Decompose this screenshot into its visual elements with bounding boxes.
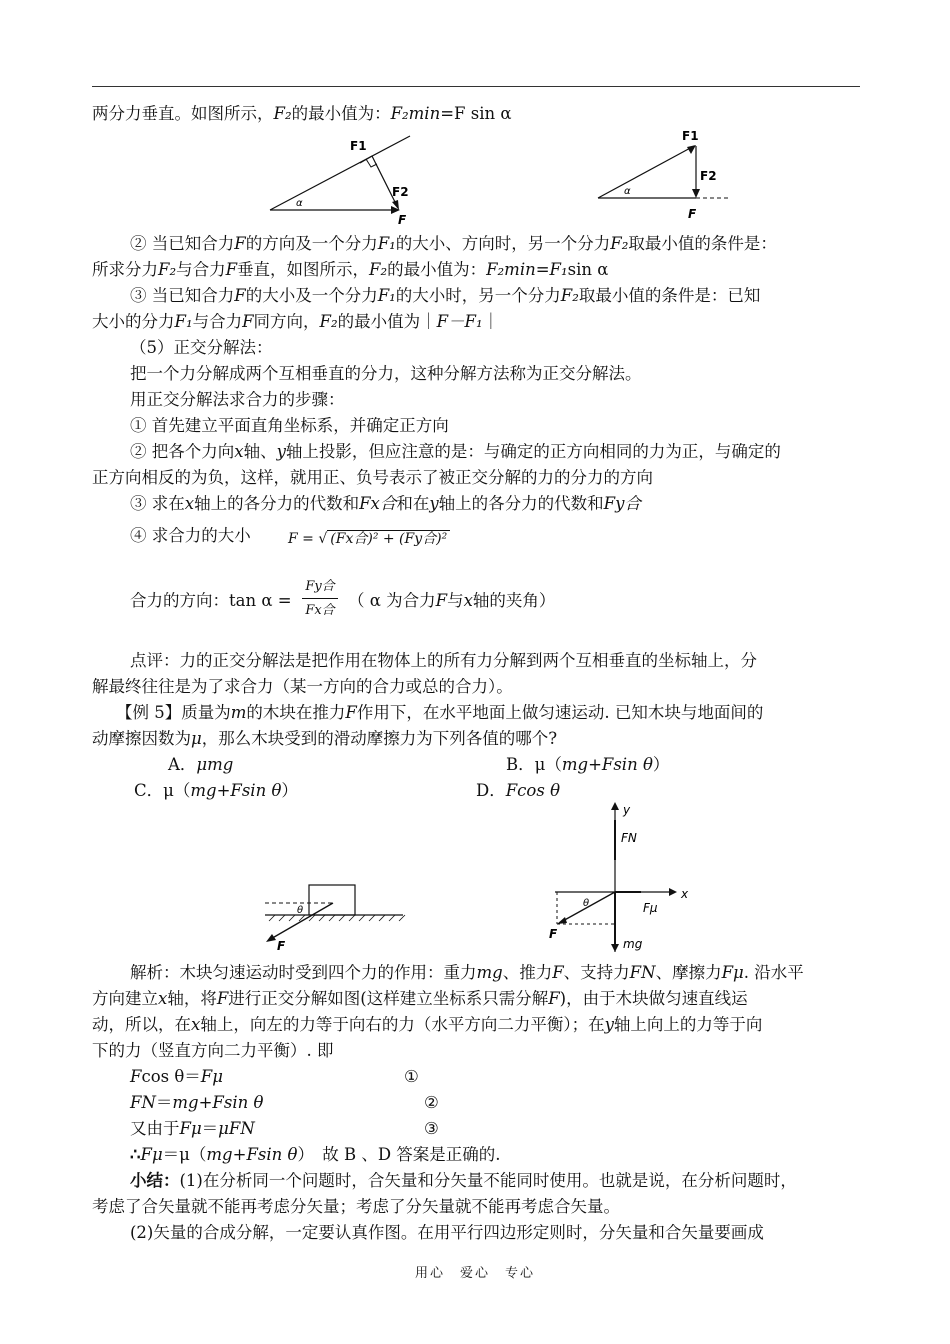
force-diagram-1 — [260, 128, 430, 228]
text-line-6: 把一个力分解成两个互相垂直的分力，这种分解方法称为正交分解法。 — [130, 364, 642, 383]
text-line-2: ② 当已知合力F的方向及一个分力F₁的大小、方向时，另一个分力F₂取最小值的条件是： — [130, 234, 777, 253]
step-1: ① 首先建立平面直角坐标系，并确定正方向 — [130, 416, 449, 435]
label-f1: F1 — [350, 139, 367, 153]
text: 的最小值为： — [291, 104, 391, 123]
f2-arrow — [372, 156, 398, 208]
label-fn: FN — [621, 831, 637, 845]
label-f: F — [688, 207, 697, 221]
text-line-14: 点评：力的正交分解法是把作用在物体上的所有力分解到两个互相垂直的坐标轴上，分 — [130, 651, 757, 670]
header-rule — [92, 86, 860, 87]
step-4: ④ 求合力的大小 — [130, 526, 251, 545]
summary-line-1: 小结：(1)在分析同一个问题时，合矢量和分矢量不能同时使用。也就是说，在分析问题时， — [130, 1171, 797, 1190]
step-2: ② 把各个力向x轴、y轴上投影，但应注意的是：与确定的正方向相同的力为正，与确定的 — [130, 442, 781, 461]
label-alpha: α — [624, 186, 631, 197]
label-x: x — [681, 887, 689, 901]
fraction: Fy合 Fx合 — [302, 576, 338, 623]
block-diagram — [255, 880, 415, 960]
text-line-7: 用正交分解法求合力的步骤： — [130, 390, 345, 409]
f1-arrow — [360, 156, 372, 163]
label-f2: F2 — [700, 169, 717, 183]
text-line-3: 所求分力F₂与合力F垂直，如图所示，F₂的最小值为：F₂min=F₁sin α — [92, 260, 609, 279]
axes-diagram — [545, 800, 695, 960]
text-line-direction: 合力的方向：tan α = — [130, 591, 292, 610]
section-title-orthogonal: （5）正交分解法： — [130, 338, 273, 357]
label-y: y — [623, 803, 631, 817]
formula-magnitude: F = √ (Fx合)² + (Fy合)² — [288, 528, 450, 550]
formula-f2: F₂ — [273, 104, 292, 123]
label-mg: mg — [623, 937, 643, 951]
summary-line-3: (2)矢量的合成分解，一定要认真作图。在用平行四边形定则时，分矢量和合矢量要画成 — [130, 1223, 764, 1242]
ground-hatch — [269, 915, 405, 921]
analysis-line-1: 解析：木块匀速运动时受到四个力的作用：重力mg、推力F、支持力FN、摩擦力Fμ. 沿水平 — [130, 963, 804, 982]
step-3: ③ 求在x轴上的各分力的代数和Fx合和在y轴上的各分力的代数和Fy合 — [130, 494, 641, 513]
label-alpha: α — [296, 198, 303, 209]
block — [309, 885, 355, 915]
label-theta: θ — [297, 905, 304, 916]
text: =F sin α — [440, 104, 512, 123]
analysis-line-4: 下的力（竖直方向二力平衡）. 即 — [92, 1041, 334, 1060]
label-f1: F1 — [682, 129, 699, 143]
text-line-17: 动摩擦因数为μ，那么木块受到的滑动摩擦力为下列各值的哪个? — [92, 729, 558, 748]
text-line-10: 正方向相反的为负，这样，就用正、负号表示了被正交分解的力的分力的方向 — [92, 468, 653, 487]
f1-arrow — [598, 146, 694, 198]
equation-4: ∴Fμ＝μ（mg+Fsin θ） 故 B 、D 答案是正确的. — [130, 1145, 501, 1164]
text-line-1 — [92, 103, 511, 125]
equation-1: Fcos θ＝Fμ — [130, 1067, 223, 1086]
text-line-15: 解最终往往是为了求合力（某一方向的合力或总的合力）。 — [92, 677, 513, 696]
text-line-direction-b: （ α 为合力F与x轴的夹角） — [348, 591, 556, 610]
summary-line-2: 考虑了合矢量就不能再考虑分矢量；考虑了分矢量就不能再考虑合矢量。 — [92, 1197, 620, 1216]
equation-number-1: ① — [404, 1067, 419, 1086]
equation-number-3: ③ — [424, 1119, 439, 1138]
arrowhead — [669, 888, 677, 896]
analysis-line-3: 动，所以，在x轴上，向左的力等于向右的力（水平方向二力平衡）；在y轴上向上的力等于向 — [92, 1015, 763, 1034]
arrowhead — [557, 917, 567, 924]
f1-line — [270, 136, 410, 210]
label-f: F — [549, 927, 558, 941]
option-c: C．μ（mg+Fsin θ） — [134, 781, 298, 800]
page-footer: 用心 爱心 专心 — [414, 1266, 535, 1281]
option-b: B．μ（mg+Fsin θ） — [506, 755, 670, 774]
text-line-5: 大小的分力F₁与合力F同方向，F₂的最小值为｜F－F₁｜ — [92, 312, 500, 331]
equation-2: FN＝mg+Fsin θ — [130, 1093, 264, 1112]
label-f2: F2 — [392, 185, 409, 199]
option-d: D．Fcos θ — [476, 781, 561, 800]
text: 两分力垂直。如图所示， — [92, 104, 274, 123]
text-line-4: ③ 当已知合力F的大小及一个分力F₁的大小时，另一个分力F₂取最小值的条件是：已知 — [130, 286, 761, 305]
label-f: F — [277, 939, 286, 953]
label-f: F — [398, 213, 407, 227]
formula-f2min: F₂min — [390, 104, 441, 123]
arrowhead — [611, 944, 619, 952]
label-fmu: Fμ — [643, 901, 658, 915]
arrowhead — [611, 802, 619, 810]
option-a: A．μmg — [168, 755, 234, 774]
arrowhead — [266, 934, 276, 942]
example-5: 【例 5】质量为m的木块在推力F作用下，在水平地面上做匀速运动. 已知木块与地面间的 — [116, 703, 764, 722]
equation-3: 又由于Fμ＝μFN — [130, 1119, 255, 1138]
label-theta: θ — [583, 898, 590, 909]
equation-number-2: ② — [424, 1093, 439, 1112]
force-diagram-2 — [590, 126, 740, 226]
arrowhead — [692, 189, 700, 198]
analysis-line-2: 方向建立x轴，将F进行正交分解如图(这样建立坐标系只需分解F)，由于木块做匀速直线运 — [92, 989, 748, 1008]
